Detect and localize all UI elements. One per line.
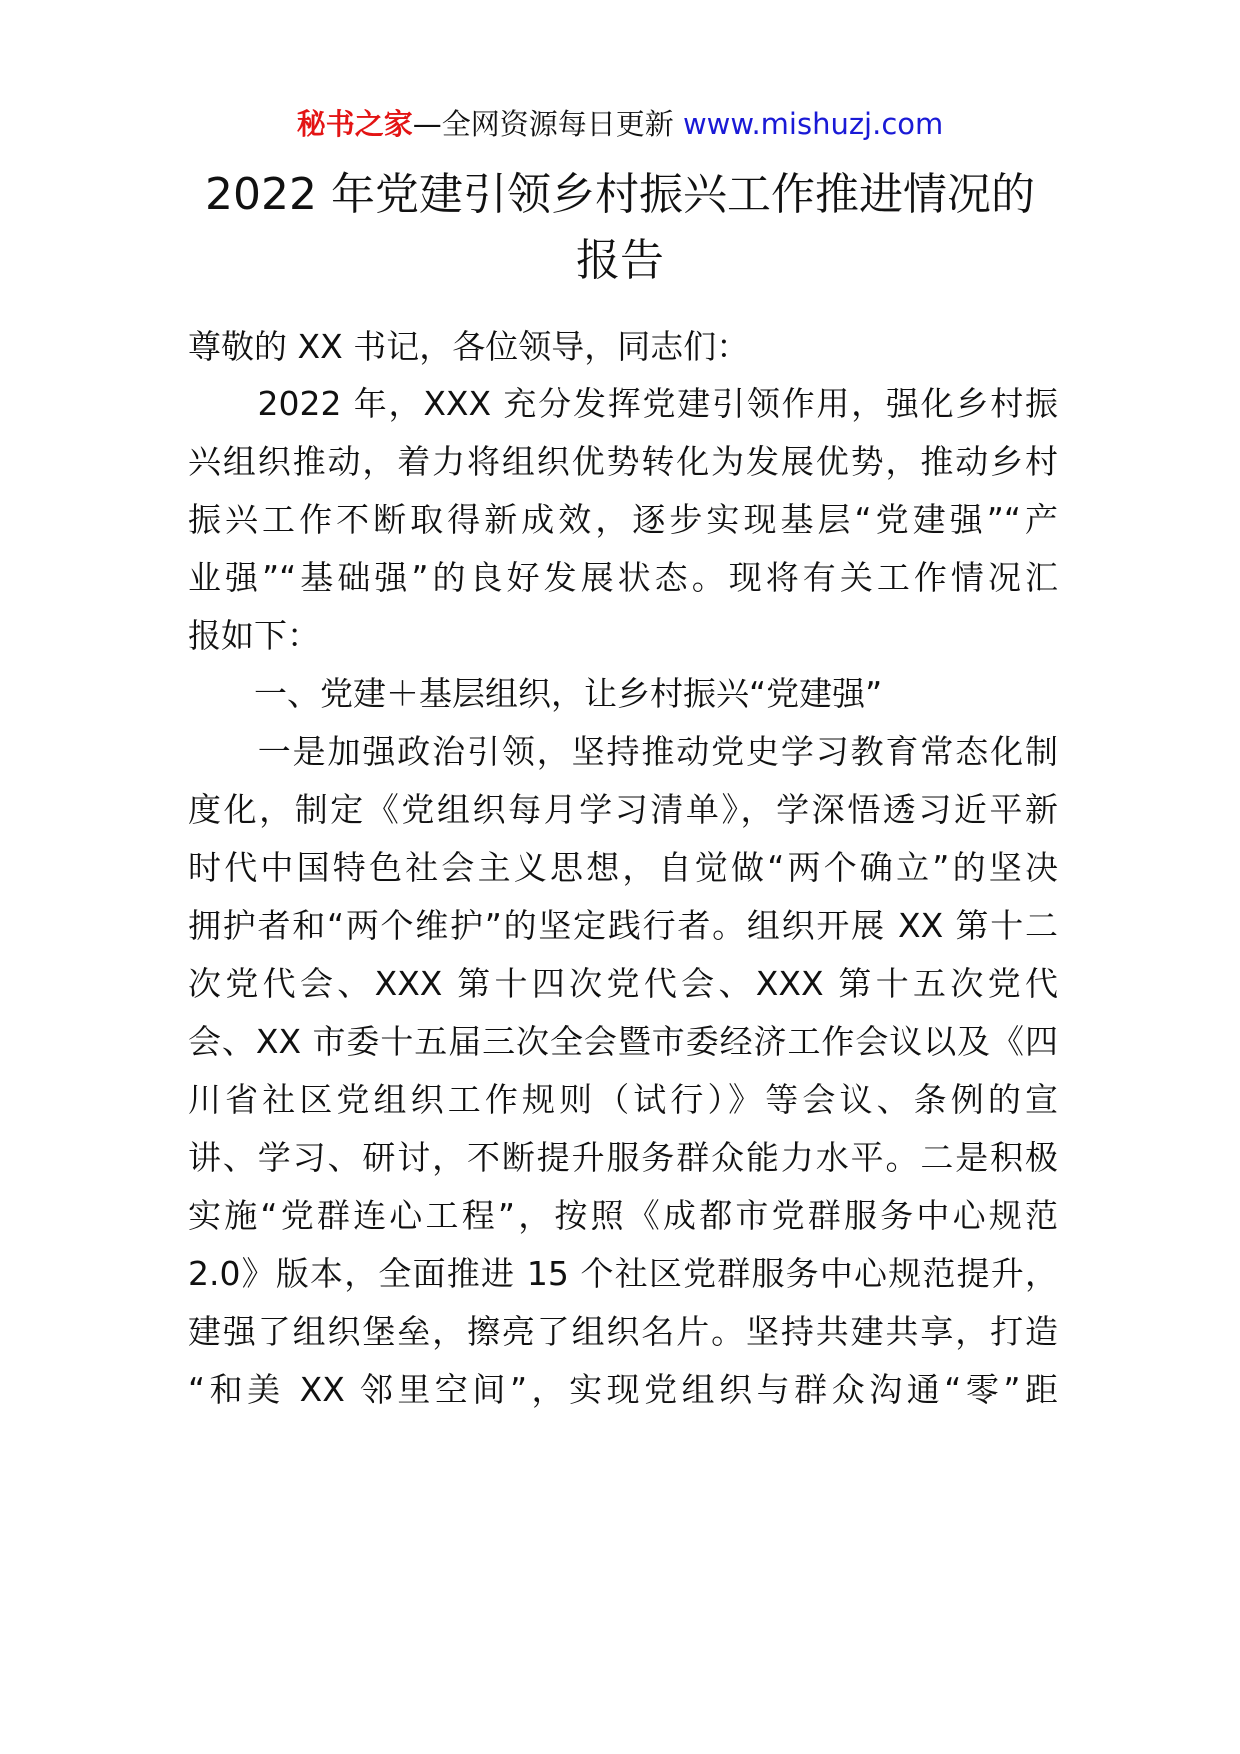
body-line: 业强”“基础强”的良好发展状态。现将有关工作情况汇 [188, 558, 1058, 597]
body-line: 振兴工作不断取得新成效，逐步实现基层“党建强”“产 [188, 500, 1058, 539]
site-brand: 秘书之家 [296, 107, 413, 141]
site-header [0, 104, 1240, 144]
body-line: 2.0》版本，全面推进 15 个社区党群服务中心规范提升， [188, 1254, 1058, 1293]
body-line: “和美 XX 邻里空间”，实现党组织与群众沟通“零”距 [188, 1370, 1058, 1409]
title-line-1: 2022 年党建引领乡村振兴工作推进情况的 [205, 169, 1035, 220]
body-line: 兴组织推动，着力将组织优势转化为发展优势，推动乡村 [188, 442, 1058, 481]
site-tagline: —全网资源每日更新 [412, 107, 683, 141]
document-title [160, 162, 1080, 294]
body-line: 实施“党群连心工程”，按照《成都市党群服务中心规范 [188, 1196, 1058, 1235]
salutation-line: 尊敬的 XX 书记，各位领导，同志们： [188, 327, 750, 366]
site-url-link[interactable]: www.mishuzj.com [682, 107, 944, 141]
body-line: 2022 年，XXX 充分发挥党建引领作用，强化乡村振 [188, 384, 1058, 423]
body-line: 建强了组织堡垒，擦亮了组织名片。坚持共建共享，打造 [188, 1312, 1058, 1351]
body-line: 一是加强政治引领，坚持推动党史学习教育常态化制 [188, 732, 1058, 771]
body-line: 川省社区党组织工作规则（试行）》等会议、条例的宣 [188, 1080, 1058, 1119]
body-line: 会、XX 市委十五届三次全会暨市委经济工作会议以及《四 [188, 1022, 1058, 1061]
title-line-2: 报告 [576, 235, 664, 286]
body-line: 时代中国特色社会主义思想，自觉做“两个确立”的坚决 [188, 848, 1058, 887]
body-line: 拥护者和“两个维护”的坚定践行者。组织开展 XX 第十二 [188, 906, 1058, 945]
section-heading: 一、党建＋基层组织，让乡村振兴“党建强” [188, 674, 883, 713]
body-line: 次党代会、XXX 第十四次党代会、XXX 第十五次党代 [188, 964, 1058, 1003]
body-line: 报如下： [188, 616, 320, 655]
body-line: 度化，制定《党组织每月学习清单》，学深悟透习近平新 [188, 790, 1058, 829]
body-line: 讲、学习、研讨，不断提升服务群众能力水平。二是积极 [188, 1138, 1058, 1177]
